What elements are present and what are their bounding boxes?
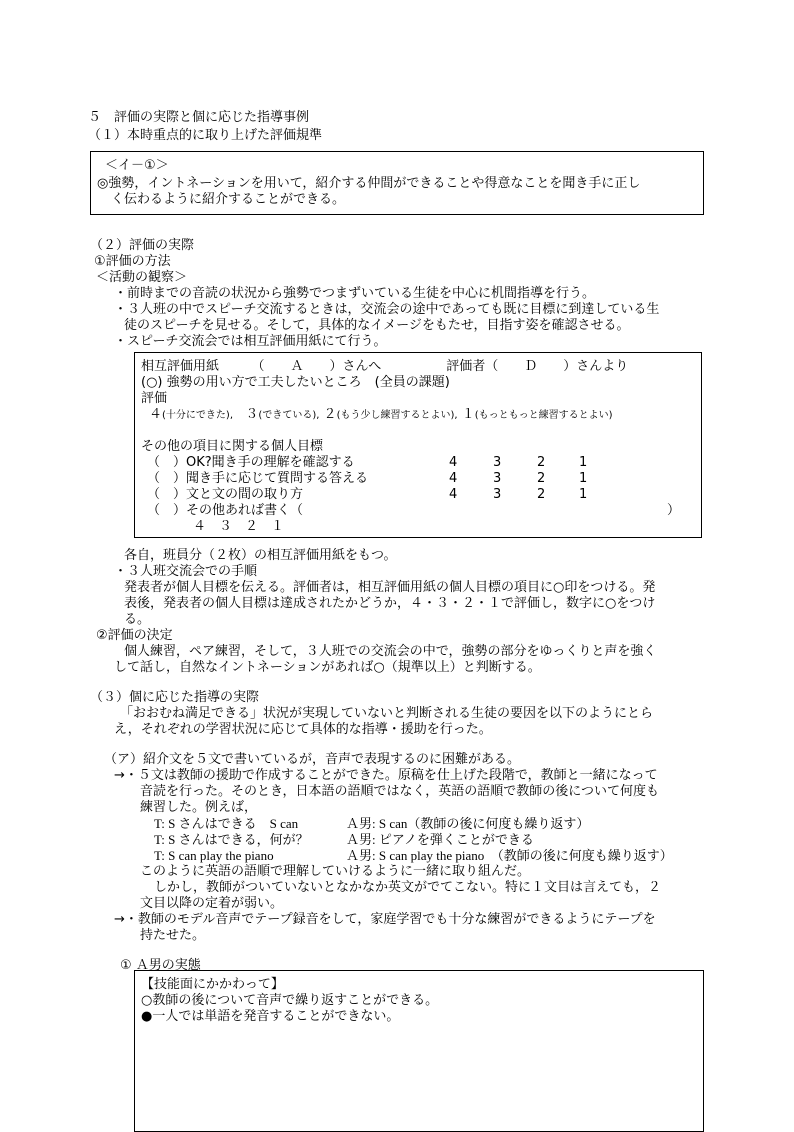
example-teacher: T: S さんはできる，何が？ — [154, 832, 309, 847]
case-a-line-4: このように英語の語順で理解していけるように一緒に取り組んだ。 — [140, 864, 531, 879]
subsection-1-heading: （１）本時重点的に取り上げた評価規準 — [88, 128, 323, 143]
form-task: (○) 強勢の用い方で工夫したいところ (全員の課題) — [141, 375, 450, 390]
case-b-line-1: →・教師のモデル音声でテープ録音をして，家庭学習でも十分な練習ができるようにテープを — [114, 912, 656, 927]
case-a-title: （ア）紹介文を５文で書いているが，音声で表現するのに困難がある。 — [104, 752, 521, 767]
scale-3: ３ — [245, 407, 259, 422]
scale-4-note: (十分にできた), — [162, 410, 233, 421]
form-item-score-4: 4 — [449, 471, 458, 486]
s3-intro-line-2: え，それぞれの学習状況に応じて具体的な指導・援助を行った。 — [114, 722, 492, 737]
form-other-open: （ ）その他あれば書く（ — [147, 503, 304, 518]
decision-line-2: して話し，自然なイントネーションがあれば○（規準以上）と判断する。 — [114, 660, 541, 675]
form-other-scores: ４ ３ ２ １ — [193, 519, 285, 534]
example-student: Ａ男: S can（教師の後に何度も繰り返す） — [346, 816, 590, 831]
decision-heading: ②評価の決定 — [96, 628, 173, 643]
criterion-line-2: く伝わるように紹介することができる。 — [111, 192, 346, 207]
bullet-2-line-2: 徒のスピーチを見せる。そして，具体的なイメージをもたせ，目指す姿を確認させる。 — [124, 318, 630, 333]
example-teacher: T: S さんはできる S can — [154, 816, 299, 831]
form-item-score-3: 3 — [493, 487, 502, 502]
scale-2: ２ — [323, 407, 337, 422]
scale-2-note: (もう少し練習するとよい), — [336, 410, 458, 421]
bullet-2-line-1: ・３人班の中でスピーチ交流するときは，交流会の途中であっても既に目標に到達している生 — [114, 302, 660, 317]
form-item-score-4: 4 — [449, 455, 458, 470]
subsection-2-heading: （２）評価の実際 — [90, 238, 195, 253]
scale-1: １ — [461, 407, 475, 422]
case-a-line-5: しかし，教師がついていないとなかなか英文がでてこない。特に１文目は言えても，２ — [154, 880, 662, 895]
form-item-score-3: 3 — [493, 471, 502, 486]
form-eval-label: 評価 — [141, 391, 168, 406]
form-item-score-2: 2 — [537, 455, 546, 470]
decision-line-1: 個人練習，ペア練習，そして，３人班での交流会の中で，強勢の部分をゆっくりと声を強く — [124, 644, 657, 659]
procedure-line-2: 表後，発表者の個人目標は達成されたかどうか，４・３・２・１で評価し，数字に○をつけ — [124, 596, 656, 611]
bullet-3: ・スピーチ交流会では相互評価用紙にて行う。 — [114, 334, 387, 349]
case-b-line-2: 持たせた。 — [140, 928, 206, 943]
criterion-title: ＜イ－①＞ — [105, 158, 169, 173]
form-item-score-2: 2 — [537, 471, 546, 486]
case-a-line-2: 音読を行った。そのとき，日本語の語順ではなく，英語の語順で教師の後について何度も — [140, 784, 659, 799]
criterion-line-1: ◎強勢，イントネーションを用いて，紹介する仲間ができることや得意なことを聞き手に正し — [97, 176, 641, 191]
activity-heading: ＜活動の観察＞ — [96, 270, 188, 285]
form-item-label: （ ）聞き手に応じて質問する答える — [147, 471, 369, 486]
example-teacher: T: S can play the piano — [154, 848, 274, 863]
case-a-line-1: →・５文は教師の援助で作成することができた。原稿を仕上げた段階で，教師と一緒になって — [114, 768, 658, 783]
skill-box — [134, 970, 704, 1132]
case-a-line-6: 文目以降の定着が弱い。 — [140, 896, 284, 911]
scale-4: ４ — [149, 407, 163, 422]
criterion-box — [90, 151, 704, 215]
example-student: Ａ男: ピアノを弾くことができる — [346, 832, 534, 847]
form-item-score-1: 1 — [579, 455, 588, 470]
procedure-heading: ・３人班交流会での手順 — [114, 564, 258, 579]
method-heading: ①評価の方法 — [94, 254, 171, 269]
after-form-line-1: 各自，班員分（２枚）の相互評価用紙をもつ。 — [124, 548, 397, 563]
procedure-line-3: る。 — [124, 612, 151, 627]
scale-3-note: (できている), — [258, 410, 320, 421]
form-item-label: （ ）OK?聞き手の理解を確認する — [147, 455, 355, 470]
form-item-score-4: 4 — [449, 487, 458, 502]
case-a-line-3: 練習した。例えば， — [140, 800, 258, 815]
evaluation-form-box — [134, 352, 702, 538]
procedure-line-1: 発表者が個人目標を伝える。評価者は，相互評価用紙の個人目標の項目に○印をつける。発 — [124, 580, 656, 595]
scale-1-note: (もっともっと練習するとよい) — [474, 410, 613, 421]
s3-intro-line-1: 「おおむね満足できる」状況が実現していないと判断される生徒の要因を以下のようにとら — [120, 706, 654, 721]
form-item-score-2: 2 — [537, 487, 546, 502]
a-male-status-heading: ① Ａ男の実態 — [120, 958, 201, 973]
example-student: Ａ男: S can play the piano （教師の後に何度も繰り返す） — [346, 848, 673, 863]
form-scale — [149, 407, 613, 423]
form-item-score-1: 1 — [579, 471, 588, 486]
form-item-score-3: 3 — [493, 455, 502, 470]
bullet-1: ・前時までの音読の状況から強勢でつまずいている生徒を中心に机間指導を行う。 — [114, 286, 596, 301]
skill-line-2: ●一人では単語を発音することができない。 — [141, 1009, 400, 1024]
skill-line-1: ○教師の後について音声で繰り返すことができる。 — [141, 993, 439, 1008]
section-heading: ５ 評価の実際と個に応じた指導事例 — [88, 110, 310, 125]
skill-title: 【技能面にかかわって】 — [141, 977, 284, 992]
form-title: 相互評価用紙 （ Ａ ）さんへ 評価者（ Ｄ ）さんより — [141, 359, 629, 374]
form-other-title: その他の項目に関する個人目標 — [141, 439, 324, 454]
form-item-label: （ ）文と文の間の取り方 — [147, 487, 304, 502]
subsection-3-heading: （３）個に応じた指導の実際 — [90, 690, 260, 705]
form-item-score-1: 1 — [579, 487, 588, 502]
form-other-close: ） — [667, 503, 681, 518]
